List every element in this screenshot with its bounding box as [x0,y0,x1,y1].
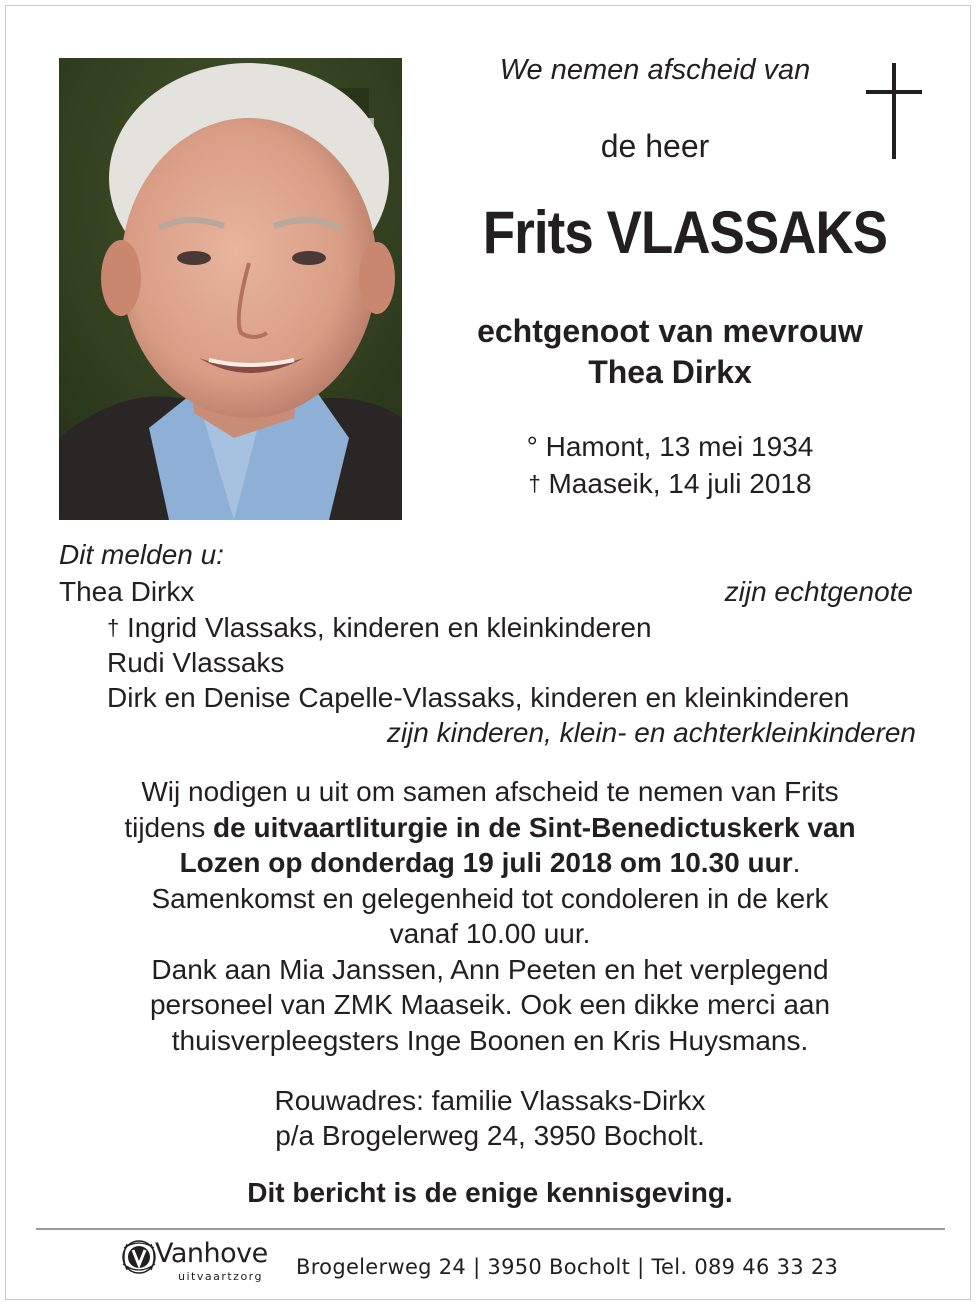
announcer-spouse-role: zijn echtgenote [724,576,913,607]
list-item: Rudi Vlassaks [107,647,285,678]
children-role: zijn kinderen, klein- en achterkleinkinderen [386,717,916,748]
logo-name: Vanhove [155,1238,268,1269]
deceased-cross-icon: † [107,615,120,640]
logo-subtitle: uitvaartzorg [178,1270,263,1283]
spouse-line: echtgenoot van mevrouw [477,313,863,349]
announcers-heading: Dit melden u: [59,539,224,570]
invitation-text: Wij nodigen u uit om samen afscheid te nemen van Frits tijdens de uitvaartliturgie in de Sint-Benedictuskerk van Lozen op donderdag 19 juli 2018 om 10.30 uur. Samenkomst en gelegenheid tot condoleren in de kerk vanaf 10.00 uur. Dank aan Mia Janssen, Ann Peeten en het verplegend personeel van ZMK Maaseik. Ook een dikke merci aan thuisverpleegsters Inge Boonen en Kris Huysmans. [124,776,856,1056]
intro-text: We nemen afscheid van [499,54,811,86]
mourning-address: Rouwadres: familie Vlassaks-Dirkx p/a Brogelerweg 24, 3950 Bocholt. [274,1085,706,1151]
list-item: Dirk en Denise Capelle-Vlassaks, kinderen en kleinkinderen [107,682,850,713]
footer-divider [36,1228,945,1230]
deceased-name: Frits VLASSAKS [482,199,888,266]
honorific: de heer [600,128,710,164]
birth-info: ° Hamont, 13 mei 1934 [526,431,814,462]
announcer-spouse-name: Thea Dirkx [59,576,195,607]
list-item: † Ingrid Vlassaks, kinderen en kleinkinderen [107,612,652,643]
cross-icon [866,63,922,159]
footer-contact: Brogelerweg 24 | 3950 Bocholt | Tel. 089 46 33 23 [296,1255,839,1279]
vanhove-logo [118,1236,288,1284]
death-info: † Maaseik, 14 juli 2018 [528,468,812,499]
notice-text: Dit bericht is de enige kennisgeving. [247,1177,733,1208]
portrait-photo [59,58,402,520]
spouse-name: Thea Dirkx [588,354,752,390]
vanhove-emblem-icon [118,1236,160,1278]
death-cross-icon: † [528,471,541,496]
